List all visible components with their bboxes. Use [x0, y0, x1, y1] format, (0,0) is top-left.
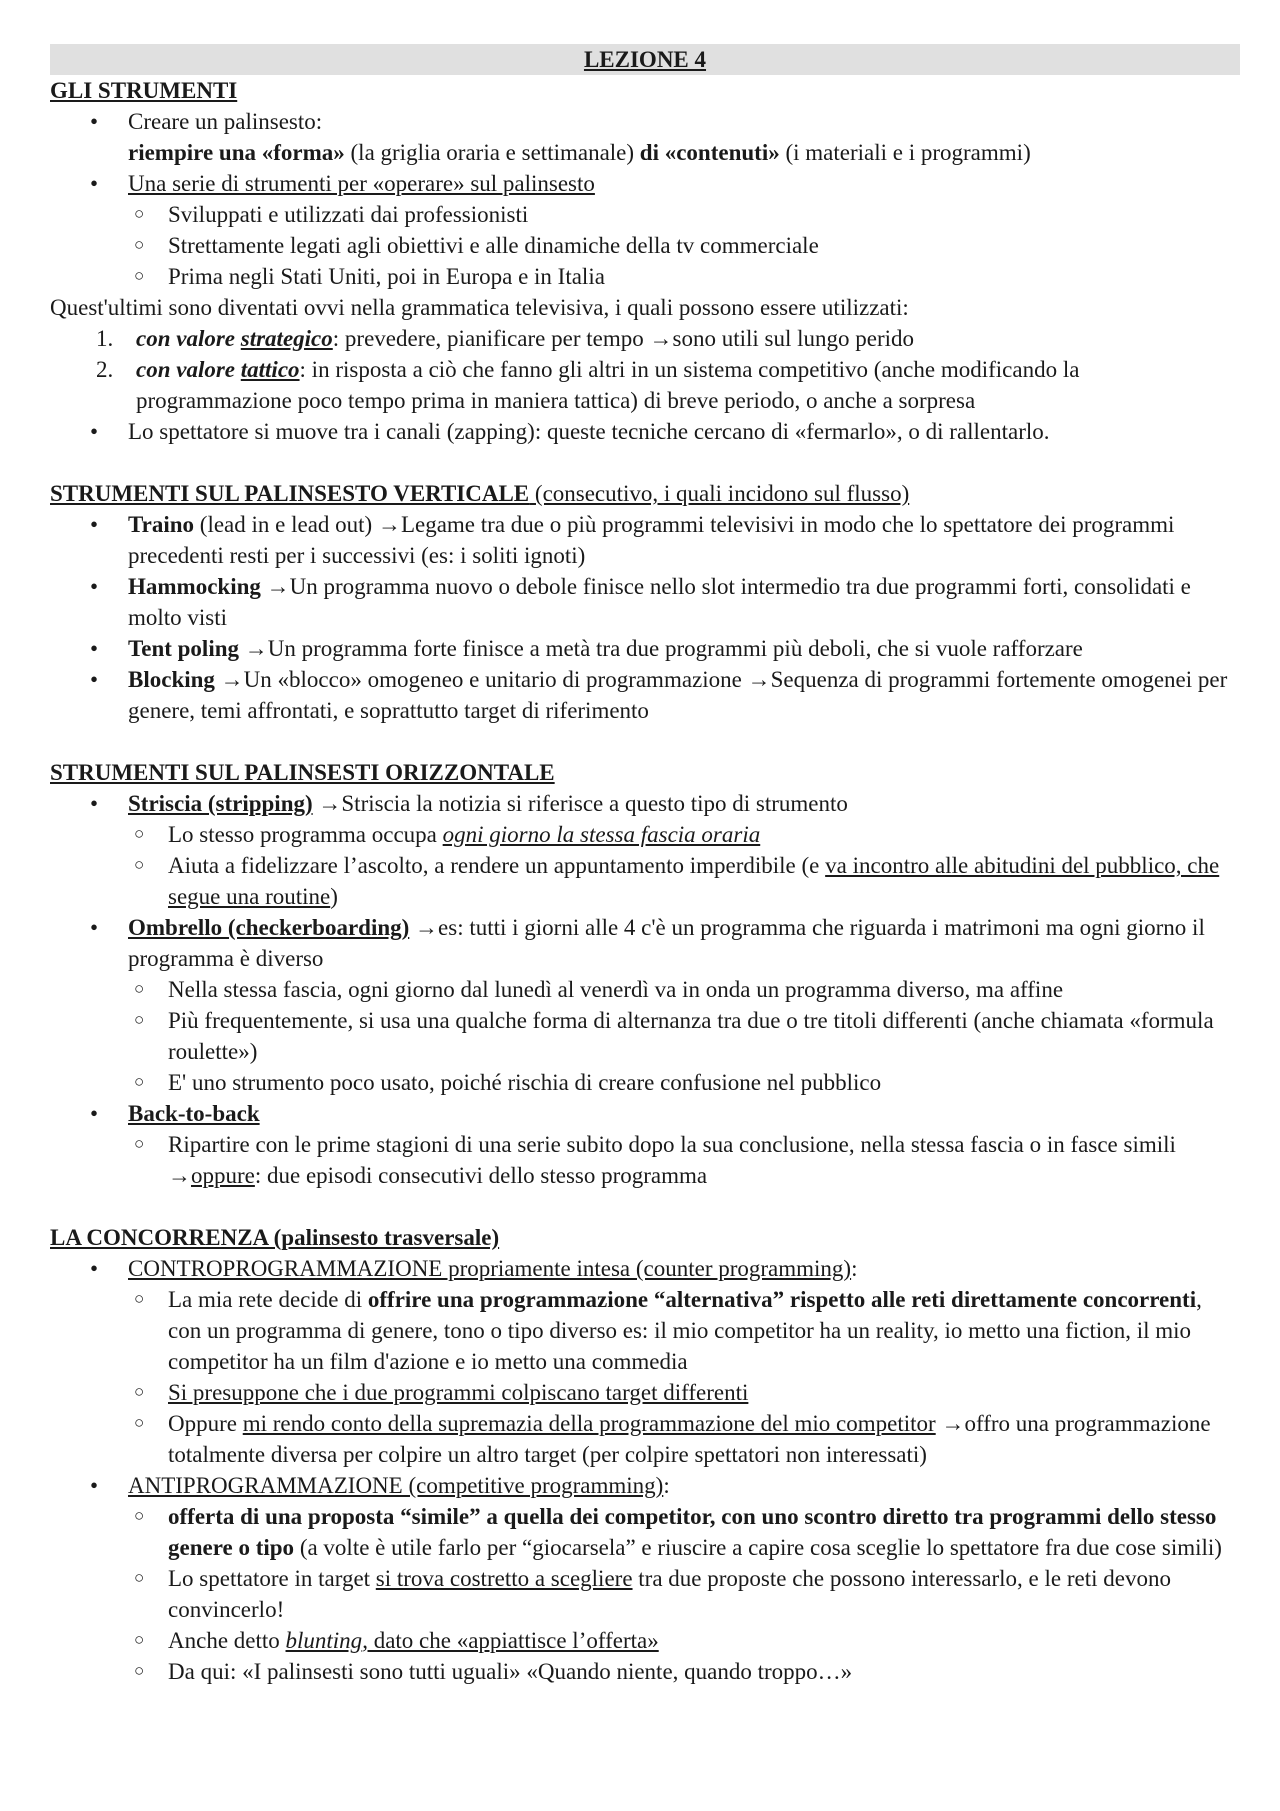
section-heading-strumenti: GLI STRUMENTI	[50, 78, 238, 103]
list-verticale	[50, 509, 1240, 726]
numbered-item: 2. con valore tattico: in risposta a ciò che fanno gli altri in un sistema competitivo (anche modificando la programmazione poco tempo prima in maniera tattica) di breve periodo, o anche a sorpresa	[96, 357, 1080, 413]
numbered-item: 1. con valore strategico: prevedere, pianificare per tempo →sono utili sul lungo perido	[96, 326, 914, 351]
list-item: • Striscia (stripping) →Striscia la notizia si riferisce a questo tipo di strumento	[50, 788, 1240, 819]
bullet-icon: •	[90, 574, 99, 599]
list-item: • ANTIPROGRAMMAZIONE (competitive programming):	[50, 1470, 1240, 1501]
sub-list-item: ○ Sviluppati e utilizzati dai professionisti	[50, 199, 1240, 230]
list-item: • Blocking →Un «blocco» omogeneo e unitario di programmazione →Sequenza di programmi fortemente omogenei per genere, temi affrontati, e soprattutto target di riferimento	[50, 664, 1240, 726]
sub-list-item: ○ La mia rete decide di offrire una programmazione “alternativa” rispetto alle reti direttamente concorrenti, con un programma di genere, tono o tipo diverso es: il mio competitor ha un reality, io metto una fiction, il mio competitor ha un film d'azione e io metto una commedia	[50, 1284, 1240, 1377]
bullet-icon: •	[90, 512, 99, 537]
circle-bullet-icon: ○	[134, 979, 145, 998]
bullet-icon: •	[90, 109, 99, 134]
sub-list-item: ○ offerta di una proposta “simile” a quella dei competitor, con uno scontro diretto tra programmi dello stesso genere o tipo (a volte è utile farlo per “giocarsela” e riuscire a capire cosa sceglie lo spettatore fra due cose simili)	[50, 1501, 1240, 1563]
bullet-icon: •	[90, 1256, 99, 1281]
sub-list-item: ○ Strettamente legati agli obiettivi e alle dinamiche della tv commerciale	[50, 230, 1240, 261]
sub-list-item: ○ Lo stesso programma occupa ogni giorno la stessa fascia oraria	[50, 819, 1240, 850]
bullet-icon: •	[90, 915, 99, 940]
circle-bullet-icon: ○	[134, 1506, 145, 1525]
list-item: • Ombrello (checkerboarding) →es: tutti i giorni alle 4 c'è un programma che riguarda i matrimoni ma ogni giorno il programma è diverso	[50, 912, 1240, 974]
lesson-title: LEZIONE 4	[50, 44, 1240, 75]
circle-bullet-icon: ○	[134, 1413, 145, 1432]
circle-bullet-icon: ○	[134, 1630, 145, 1649]
circle-bullet-icon: ○	[134, 1568, 145, 1587]
circle-bullet-icon: ○	[134, 204, 145, 223]
circle-bullet-icon: ○	[134, 1134, 145, 1153]
numbered-list	[50, 323, 1240, 416]
circle-bullet-icon: ○	[134, 1289, 145, 1308]
circle-bullet-icon: ○	[134, 1661, 145, 1680]
section-heading-orizzontale: STRUMENTI SUL PALINSESTI ORIZZONTALE	[50, 760, 555, 785]
bullet-icon: •	[90, 791, 99, 816]
sub-list-item: ○ Si presuppone che i due programmi colpiscano target differenti	[50, 1377, 1240, 1408]
bullet-icon: •	[90, 171, 99, 196]
sub-list-item: ○ Anche detto blunting, dato che «appiattisce l’offerta»	[50, 1625, 1240, 1656]
section-heading-concorrenza: LA CONCORRENZA (palinsesto trasversale)	[50, 1225, 500, 1250]
document-page	[50, 44, 1240, 1687]
sub-list-item: ○ Prima negli Stati Uniti, poi in Europa e in Italia	[50, 261, 1240, 292]
bullet-icon: •	[90, 667, 99, 692]
circle-bullet-icon: ○	[134, 855, 145, 874]
bullet-icon: •	[90, 1101, 99, 1126]
bullet-icon: •	[90, 636, 99, 661]
list-item: • Tent poling →Un programma forte finisce a metà tra due programmi più deboli, che si vuole rafforzare	[50, 633, 1240, 664]
sub-list-item: ○ Nella stessa fascia, ogni giorno dal lunedì al venerdì va in onda un programma diverso, ma affine	[50, 974, 1240, 1005]
paragraph: Quest'ultimi sono diventati ovvi nella grammatica televisiva, i quali possono essere utilizzati:	[50, 295, 909, 320]
list-item: • Creare un palinsesto: riempire una «forma» (la griglia oraria e settimanale) di «contenuti» (i materiali e i programmi)	[50, 106, 1240, 168]
circle-bullet-icon: ○	[134, 824, 145, 843]
sub-list-item: ○ Lo spettatore in target si trova costretto a scegliere tra due proposte che possono interessarlo, e le reti devono convincerlo!	[50, 1563, 1240, 1625]
list-item: • CONTROPROGRAMMAZIONE propriamente intesa (counter programming):	[50, 1253, 1240, 1284]
circle-bullet-icon: ○	[134, 1382, 145, 1401]
sub-list-item: ○ Aiuta a fidelizzare l’ascolto, a rendere un appuntamento imperdibile (e va incontro alle abitudini del pubblico, che segue una routine)	[50, 850, 1240, 912]
list-strumenti	[50, 106, 1240, 292]
circle-bullet-icon: ○	[134, 266, 145, 285]
bullet-icon: •	[90, 419, 99, 444]
sub-list-item: ○ Ripartire con le prime stagioni di una serie subito dopo la sua conclusione, nella stessa fascia o in fasce simili →oppure: due episodi consecutivi dello stesso programma	[50, 1129, 1240, 1191]
list-orizzontale	[50, 788, 1240, 1191]
sub-list-item: ○ E' uno strumento poco usato, poiché rischia di creare confusione nel pubblico	[50, 1067, 1240, 1098]
sub-list-item: ○ Da qui: «I palinsesti sono tutti uguali» «Quando niente, quando troppo…»	[50, 1656, 1240, 1687]
sub-list-item: ○ Più frequentemente, si usa una qualche forma di alternanza tra due o tre titoli differenti (anche chiamata «formula roulette»)	[50, 1005, 1240, 1067]
section-heading-verticale: STRUMENTI SUL PALINSESTO VERTICALE (consecutivo, i quali incidono sul flusso)	[50, 481, 910, 506]
list-item: • Back-to-back	[50, 1098, 1240, 1129]
list-item: • Traino (lead in e lead out) →Legame tra due o più programmi televisivi in modo che lo spettatore dei programmi precedenti resti per i successivi (es: i soliti ignoti)	[50, 509, 1240, 571]
sub-list-item: ○ Oppure mi rendo conto della supremazia della programmazione del mio competitor →offro una programmazione totalmente diversa per colpire un altro target (per colpire spettatori non interessati)	[50, 1408, 1240, 1470]
list-item: • Hammocking →Un programma nuovo o debole finisce nello slot intermedio tra due programmi forti, consolidati e molto visti	[50, 571, 1240, 633]
list-concorrenza	[50, 1253, 1240, 1687]
circle-bullet-icon: ○	[134, 1072, 145, 1091]
circle-bullet-icon: ○	[134, 235, 145, 254]
bullet-icon: •	[90, 1473, 99, 1498]
list-item: • Una serie di strumenti per «operare» sul palinsesto	[50, 168, 1240, 199]
list-item: • Lo spettatore si muove tra i canali (zapping): queste tecniche cercano di «fermarlo», o di rallentarlo.	[50, 416, 1240, 447]
circle-bullet-icon: ○	[134, 1010, 145, 1029]
